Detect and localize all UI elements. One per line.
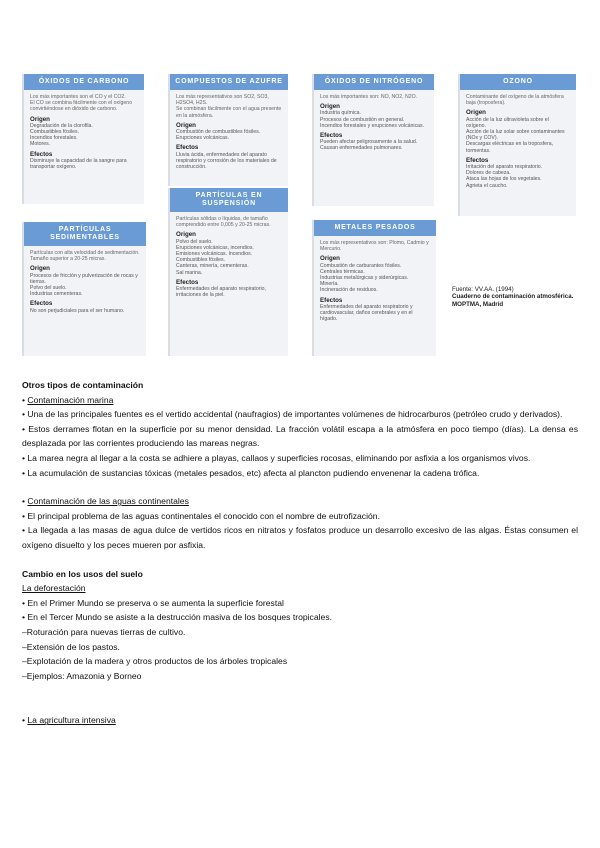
- contamination-infographic: [22, 70, 576, 358]
- paragraph: El principal problema de las aguas continentales el conocido con el nombre de eutrofización.: [27, 510, 380, 521]
- card-item: Agrieta el caucho.: [466, 182, 508, 189]
- bullet-line: • Contaminación marina: [22, 394, 114, 405]
- paragraph: Explotación de la madera y otros productos de los árboles tropicales: [26, 656, 288, 667]
- paragraph: La llegada a las masas de agua dulce de vertidos ricos en nitratos y fosfatos produce un desarrollo excesivo de las algas. Éstas consumen el oxígeno disuelto y los peces mueren por asfixia.: [22, 525, 578, 550]
- card-item: Acción de la luz solar sobre contaminantes (NOx y COV).: [466, 129, 565, 142]
- card-item: Incendios forestales y erupciones volcánicas.: [320, 122, 425, 129]
- card-item: Canteras, minería, cementeras.: [176, 263, 249, 270]
- bullet-line: • Una de las principales fuentes es el vertido accidental (naufragios) de importantes volúmenes de hidrocarburos (petróleo crudo y derivados).: [22, 409, 563, 420]
- card-particulas-suspension: [168, 188, 288, 356]
- card-item: Lluvia ácida, enfermedades del aparato respiratorio y corrosión de los materiales de construcción.: [176, 151, 277, 171]
- subheading-deforestacion: La deforestación: [22, 583, 86, 594]
- card-section-label: Efectos: [30, 150, 53, 158]
- card-section-label: Efectos: [30, 300, 53, 308]
- card-item: Causan enfermedades pulmonares.: [320, 145, 403, 152]
- card-particulas-sedimentables: [22, 222, 146, 356]
- card-section-label: Efectos: [320, 132, 343, 140]
- paragraph: Ejemplos: Amazonia y Borneo: [26, 670, 142, 681]
- card-oxidos-carbono: [22, 74, 144, 204]
- subheading-marina: Contaminación marina: [27, 394, 114, 405]
- card-section-label: Efectos: [176, 144, 199, 152]
- card-lead: Partículas con alta velocidad de sedimentación.: [30, 250, 140, 256]
- heading-cambio-usos: Cambio en los usos del suelo: [22, 568, 143, 579]
- card-item: Combustibles fósiles.: [30, 129, 80, 136]
- paragraph: Una de las principales fuentes es el vertido accidental (naufragios) de importantes volúmenes de hidrocarburos (petróleo crudo y derivados).: [27, 409, 563, 420]
- heading-otros-tipos: Otros tipos de contaminación: [22, 380, 144, 390]
- bullet-line: • La agricultura intensiva: [22, 715, 116, 726]
- card-section-label: Origen: [30, 115, 50, 123]
- subheading-agricultura: La agricultura intensiva: [27, 715, 116, 726]
- paragraph: La acumulación de sustancias tóxicas (metales pesados, etc) afecta al plancton pudiendo envenenar la cadena trófica.: [27, 467, 480, 478]
- card-lead: Partículas sólidas o líquidas, de tamaño comprendido entre 0,005 y 20-25 micras.: [176, 216, 271, 229]
- card-item: Dolores de cabeza.: [466, 170, 511, 177]
- card-item: Centrales térmicas.: [320, 268, 365, 275]
- subheading-continentales: Contaminación de las aguas continentales: [27, 496, 189, 507]
- card-title: ÓXIDOS DE NITRÓGENO: [314, 74, 434, 90]
- card-lead: Los más importantes son: NO, NO2, N2O.: [320, 94, 418, 100]
- card-item: Enfermedades del aparato respiratorio, irritaciones de la piel.: [176, 286, 266, 299]
- card-item: Motores.: [30, 141, 51, 148]
- card-title: PARTÍCULAS EN SUSPENSIÓN: [170, 188, 288, 212]
- bullet-line: • En el Tercer Mundo se asiste a la destrucción masiva de los bosques tropicales.: [22, 612, 333, 623]
- card-item: Irritación del aparato respiratorio.: [466, 164, 543, 171]
- card-item: Descargas eléctricas en la troposfera, tormentas.: [466, 141, 554, 154]
- bullet-line: • La marea negra al llegar a la costa se adhiere a playas, callaos y superficies rocosas, eliminando por asfixia a los organismos vivos.: [22, 452, 531, 463]
- card-item: Incineración de residuos.: [320, 287, 378, 294]
- paragraph: En el Tercer Mundo se asiste a la destrucción masiva de los bosques tropicales.: [27, 612, 333, 623]
- card-item: Emisiones volcánicas. Incendios.: [176, 251, 253, 258]
- card-item: Industrias metalúrgicas y siderúrgicas.: [320, 275, 409, 282]
- card-item: Industrias cementeras.: [30, 291, 83, 298]
- card-item: Degradación de la clorofila.: [30, 122, 93, 129]
- card-metales-pesados: [312, 220, 436, 356]
- card-section-label: Efectos: [466, 156, 489, 164]
- card-lead: Tamaño superior a 20-25 micras.: [30, 256, 106, 263]
- dash-line: –Roturación para nuevas tierras de cultivo.: [22, 626, 186, 637]
- bullet-line: • En el Primer Mundo se preserva o se aumenta la superficie forestal: [22, 597, 284, 608]
- card-oxidos-nitrogeno: [312, 74, 434, 206]
- paragraph: Extensión de los pastos.: [26, 641, 120, 652]
- card-item: Minería.: [320, 281, 339, 288]
- card-section-label: Origen: [320, 255, 340, 263]
- dash-line: –Extensión de los pastos.: [22, 641, 120, 652]
- card-item: Acción de la luz ultravioleta sobre el oxígeno.: [466, 116, 549, 129]
- card-ozono: [458, 74, 576, 216]
- card-title: COMPUESTOS DE AZUFRE: [170, 74, 288, 90]
- card-item: Combustión de carburantes fósiles.: [320, 262, 402, 269]
- paragraph: En el Primer Mundo se preserva o se aumenta la superficie forestal: [27, 597, 284, 608]
- source-line: Fuente: VV.AA. (1994): [452, 286, 514, 293]
- card-lead: El CO se combina fácilmente con el oxígeno convirtiéndose en dióxido de carbono.: [30, 100, 133, 113]
- card-section-label: Efectos: [320, 296, 343, 304]
- card-lead: Se combinan fácilmente con el agua presente en la atmósfera.: [176, 106, 282, 119]
- card-item: Industria química.: [320, 110, 361, 117]
- card-lead: Los más importantes son el CO y el CO2.: [30, 94, 126, 100]
- card-lead: Los más representativos son: Plomo, Cadmio y Mercurio.: [320, 240, 429, 253]
- card-compuestos-azufre: [168, 74, 288, 186]
- bullet-line: • La llegada a las masas de agua dulce de vertidos ricos en nitratos y fosfatos produce un desarrollo excesivo de las algas. Éstas consumen el oxígeno disuelto y los peces mueren por asfixia.: [22, 525, 578, 550]
- document-body: [22, 378, 578, 728]
- paragraph: La marea negra al llegar a la costa se adhiere a playas, callaos y superficies rocosas, eliminando por asfixia a los organismos vivos.: [27, 452, 531, 463]
- card-item: Procesos de fricción y pulverización de rocas y tierras.: [30, 272, 138, 285]
- card-section-label: Origen: [176, 231, 196, 239]
- card-item: Erupciones volcánicas.: [176, 135, 230, 142]
- infographic-source: [452, 286, 577, 308]
- bullet-line: • El principal problema de las aguas continentales el conocido con el nombre de eutrofización.: [22, 510, 380, 521]
- card-item: Combustibles fósiles.: [176, 257, 226, 264]
- card-lead: Los más representativos son SO2, SO3, H2SO4, H2S.: [176, 94, 269, 107]
- bullet-line: • La acumulación de sustancias tóxicas (metales pesados, etc) afecta al plancton pudiendo envenenar la cadena trófica.: [22, 467, 480, 478]
- card-lead: Contaminante del oxígeno de la atmósfera baja (troposfera).: [466, 94, 564, 107]
- card-item: No son perjudiciales para el ser humano.: [30, 307, 125, 314]
- card-item: Pueden afectar peligrosamente a la salud.: [320, 139, 418, 146]
- card-item: Polvo del suelo.: [176, 238, 213, 245]
- dash-line: –Ejemplos: Amazonia y Borneo: [22, 670, 142, 681]
- source-line: Cuaderno de contaminación atmosférica. MOPTMA, Madrid: [452, 293, 574, 308]
- card-item: Procesos de combustión en general.: [320, 116, 405, 123]
- card-title: METALES PESADOS: [314, 220, 436, 236]
- dash-line: –Explotación de la madera y otros productos de los árboles tropicales: [22, 656, 288, 667]
- card-section-label: Origen: [466, 109, 486, 117]
- card-item: Incendios forestales.: [30, 135, 78, 142]
- card-title: ÓXIDOS DE CARBONO: [24, 74, 144, 90]
- bullet-line: • Estos derrames flotan en la superficie por su menor densidad. La fracción volátil escapa a la atmósfera en poco tiempo (días). La densa es desplazada por las corrientes produciendo las mareas negras.: [22, 423, 578, 449]
- card-item: Ataca las hojas de los vegetales.: [466, 176, 542, 183]
- paragraph: Estos derrames flotan en la superficie por su menor densidad. La fracción volátil escapa a la atmósfera en poco tiempo (días). La densa es desplazada por las corrientes produciendo las mareas negras.: [22, 423, 578, 449]
- card-section-label: Efectos: [176, 278, 199, 286]
- card-item: Disminuye la capacidad de la sangre para transportar oxígeno.: [30, 157, 127, 171]
- card-item: Sal marina.: [176, 269, 203, 276]
- card-item: Erupciones volcánicas, incendios.: [176, 244, 254, 251]
- card-section-label: Origen: [176, 121, 196, 129]
- card-item: Combustión de combustibles fósiles.: [176, 129, 261, 136]
- paragraph: Roturación para nuevas tierras de cultivo.: [26, 626, 186, 637]
- card-item: Enfermedades del aparato respiratorio y cardiovascular, daños cerebrales y en el hígado.: [320, 303, 413, 323]
- card-title: PARTÍCULAS SEDIMENTABLES: [24, 222, 146, 246]
- bullet-line: • Contaminación de las aguas continentales: [22, 496, 189, 507]
- card-title: OZONO: [460, 74, 576, 90]
- card-section-label: Origen: [30, 265, 50, 273]
- card-item: Polvo del suelo.: [30, 285, 67, 292]
- card-section-label: Origen: [320, 103, 340, 111]
